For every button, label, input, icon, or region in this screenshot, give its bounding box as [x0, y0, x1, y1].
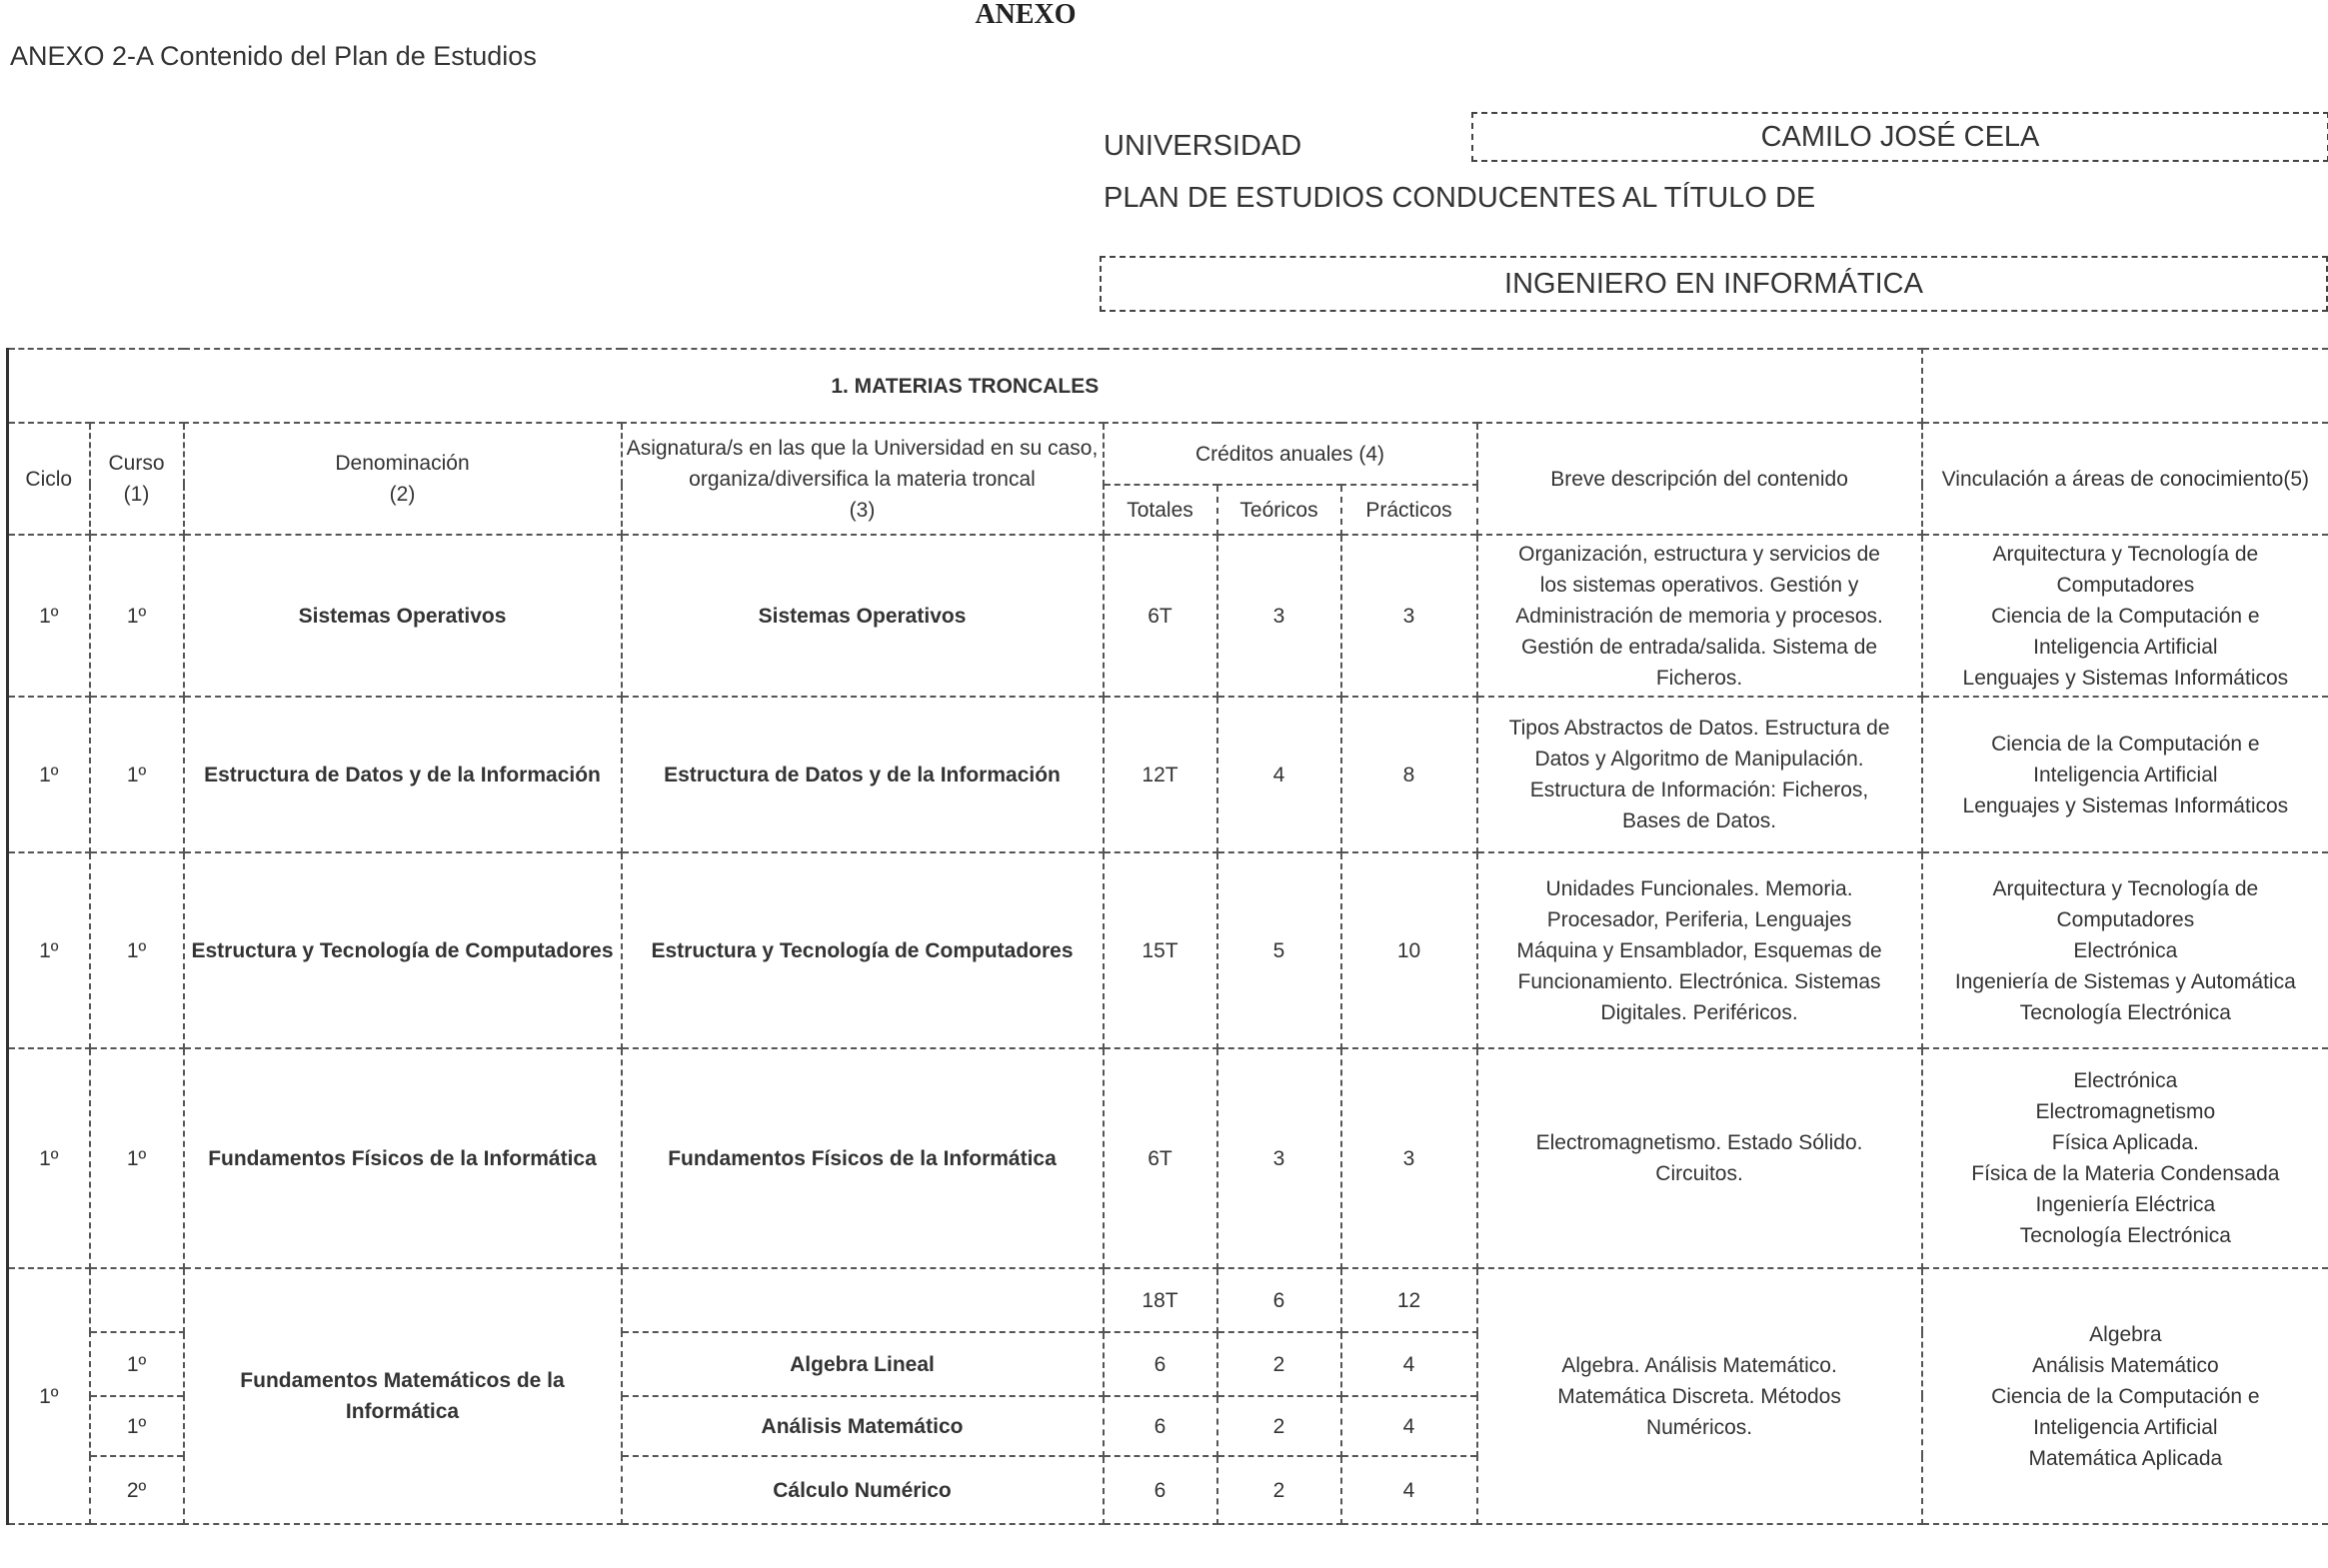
teoricos-cell: 2	[1217, 1332, 1341, 1396]
curso-cell: 1º	[90, 1396, 184, 1456]
degree-title-box: INGENIERO EN INFORMÁTICA	[1100, 256, 2328, 312]
col-header-teoricos: Teóricos	[1217, 485, 1341, 535]
asignatura-cell: Estructura de Datos y de la Información	[622, 697, 1104, 852]
col-header-practicos: Prácticos	[1341, 485, 1477, 535]
areas-cell: Algebra Análisis Matemático Ciencia de la Computación e Inteligencia Artificial Matemática Aplicada	[1922, 1268, 2328, 1524]
totales-cell: 6	[1104, 1396, 1217, 1456]
annex-title: ANEXO	[975, 0, 1077, 30]
descripcion-cell: Organización, estructura y servicios de los sistemas operativos. Gestión y Administración de memoria y procesos. Gestión de entrada/salida. Sistema de Ficheros.	[1477, 535, 1922, 697]
col-header-asignaturas: Asignatura/s en las que la Universidad en su caso, organiza/diversifica la materia troncal (3)	[622, 423, 1104, 535]
asignatura-cell: Algebra Lineal	[622, 1332, 1104, 1396]
teoricos-cell: 2	[1217, 1456, 1341, 1524]
descripcion-cell: Electromagnetismo. Estado Sólido. Circuitos.	[1477, 1048, 1922, 1268]
curso-cell: 2º	[90, 1456, 184, 1524]
col-header-vinculacion: Vinculación a áreas de conocimiento(5)	[1922, 423, 2328, 535]
totales-cell: 6T	[1104, 1048, 1217, 1268]
curso-cell: 1º	[90, 1048, 184, 1268]
annex-subtitle: ANEXO 2-A Contenido del Plan de Estudios	[10, 41, 537, 71]
areas-cell: Arquitectura y Tecnología de Computadores Ciencia de la Computación e Inteligencia Artificial Lenguajes y Sistemas Informáticos	[1922, 535, 2328, 697]
curso-cell: 1º	[90, 535, 184, 697]
curso-cell: 1º	[90, 697, 184, 852]
denominacion-cell: Estructura y Tecnología de Computadores	[184, 852, 622, 1048]
teoricos-cell: 5	[1217, 852, 1341, 1048]
asignatura-cell: Análisis Matemático	[622, 1396, 1104, 1456]
practicos-cell: 8	[1341, 697, 1477, 852]
descripcion-cell: Algebra. Análisis Matemático. Matemática Discreta. Métodos Numéricos.	[1477, 1268, 1922, 1524]
university-name-box: CAMILO JOSÉ CELA	[1471, 112, 2328, 162]
asignatura-cell: Estructura y Tecnología de Computadores	[622, 852, 1104, 1048]
col-header-curso: Curso (1)	[90, 423, 184, 535]
totales-cell: 6	[1104, 1332, 1217, 1396]
teoricos-cell: 3	[1217, 1048, 1341, 1268]
col-header-denominacion: Denominación (2)	[184, 423, 622, 535]
descripcion-cell: Tipos Abstractos de Datos. Estructura de Datos y Algoritmo de Manipulación. Estructura de Información: Ficheros, Bases de Datos.	[1477, 697, 1922, 852]
practicos-cell: 10	[1341, 852, 1477, 1048]
curso-cell: 1º	[90, 1332, 184, 1396]
table-row	[8, 697, 2328, 852]
asignatura-cell	[622, 1268, 1104, 1332]
practicos-cell: 4	[1341, 1456, 1477, 1524]
col-header-ciclo: Ciclo	[8, 423, 90, 535]
col-header-descripcion: Breve descripción del contenido	[1477, 423, 1922, 535]
practicos-cell: 3	[1341, 535, 1477, 697]
practicos-cell: 3	[1341, 1048, 1477, 1268]
totales-cell: 12T	[1104, 697, 1217, 852]
materias-troncales-table	[6, 348, 2328, 1525]
ciclo-cell: 1º	[8, 852, 90, 1048]
table-row	[8, 1268, 2328, 1332]
areas-cell: Arquitectura y Tecnología de Computadores Electrónica Ingeniería de Sistemas y Automática Tecnología Electrónica	[1922, 852, 2328, 1048]
section-title: 1. MATERIAS TRONCALES	[8, 349, 1922, 423]
denominacion-cell: Fundamentos Matemáticos de la Informática	[184, 1268, 622, 1524]
descripcion-cell: Unidades Funcionales. Memoria. Procesador, Periferia, Lenguajes Máquina y Ensamblador, Esquemas de Funcionamiento. Electrónica. Sistemas Digitales. Periféricos.	[1477, 852, 1922, 1048]
teoricos-cell: 3	[1217, 535, 1341, 697]
practicos-cell: 4	[1341, 1332, 1477, 1396]
areas-cell: Ciencia de la Computación e Inteligencia Artificial Lenguajes y Sistemas Informáticos	[1922, 697, 2328, 852]
section-title-empty-cell	[1922, 349, 2328, 423]
col-header-creditos: Créditos anuales (4)	[1104, 423, 1477, 485]
table-row	[8, 1048, 2328, 1268]
asignatura-cell: Sistemas Operativos	[622, 535, 1104, 697]
asignatura-cell: Fundamentos Físicos de la Informática	[622, 1048, 1104, 1268]
areas-cell: Electrónica Electromagnetismo Física Aplicada. Física de la Materia Condensada Ingeniería Eléctrica Tecnología Electrónica	[1922, 1048, 2328, 1268]
university-label: UNIVERSIDAD	[1104, 130, 1302, 162]
curso-cell	[90, 1268, 184, 1332]
totales-cell: 15T	[1104, 852, 1217, 1048]
denominacion-cell: Fundamentos Físicos de la Informática	[184, 1048, 622, 1268]
totales-cell: 6	[1104, 1456, 1217, 1524]
teoricos-cell: 4	[1217, 697, 1341, 852]
practicos-cell: 4	[1341, 1396, 1477, 1456]
plan-label: PLAN DE ESTUDIOS CONDUCENTES AL TÍTULO DE	[1104, 182, 1816, 214]
totales-cell: 6T	[1104, 535, 1217, 697]
ciclo-cell: 1º	[8, 535, 90, 697]
ciclo-cell: 1º	[8, 1048, 90, 1268]
denominacion-cell: Sistemas Operativos	[184, 535, 622, 697]
table-row	[8, 535, 2328, 697]
col-header-totales: Totales	[1104, 485, 1217, 535]
totales-cell: 18T	[1104, 1268, 1217, 1332]
asignatura-cell: Cálculo Numérico	[622, 1456, 1104, 1524]
teoricos-cell: 2	[1217, 1396, 1341, 1456]
teoricos-cell: 6	[1217, 1268, 1341, 1332]
ciclo-cell: 1º	[8, 1268, 90, 1524]
curso-cell: 1º	[90, 852, 184, 1048]
practicos-cell: 12	[1341, 1268, 1477, 1332]
table-row	[8, 852, 2328, 1048]
denominacion-cell: Estructura de Datos y de la Información	[184, 697, 622, 852]
ciclo-cell: 1º	[8, 697, 90, 852]
